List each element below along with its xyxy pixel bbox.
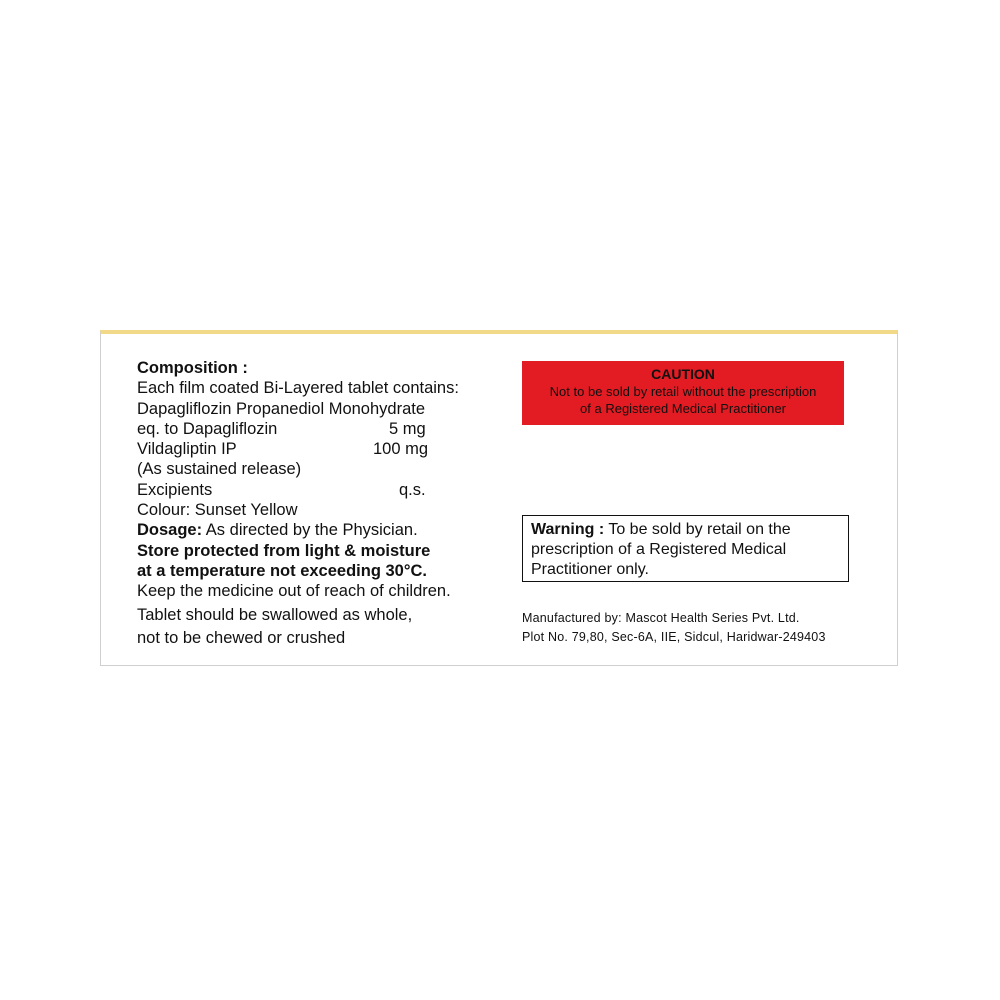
excipients-label: Excipients bbox=[137, 480, 213, 499]
caution-title: CAUTION bbox=[651, 366, 715, 382]
composition-block bbox=[137, 358, 517, 648]
ingredient-vildagliptin-row bbox=[137, 439, 517, 459]
warning-text-1: To be sold by retail on the bbox=[608, 521, 791, 538]
composition-heading: Composition : bbox=[137, 359, 248, 377]
manufacturer-line-1: Manufactured by: Mascot Health Series Pvt. Ltd. bbox=[522, 611, 800, 625]
eq-label: eq. to Dapagliflozin bbox=[137, 419, 278, 438]
dosage-text: As directed by the Physician. bbox=[205, 521, 418, 540]
excipients-row bbox=[137, 480, 517, 500]
excipients-qty: q.s. bbox=[399, 480, 426, 499]
warning-line-3: Practitioner only. bbox=[531, 561, 649, 578]
ingredient-eq-row bbox=[137, 419, 517, 439]
vildagliptin-label: Vildagliptin IP bbox=[137, 440, 237, 459]
swallow-note: Tablet should be swallowed as whole, bbox=[137, 605, 413, 624]
composition-intro: Each film coated Bi-Layered tablet contains: bbox=[137, 379, 459, 398]
warning-line-2: prescription of a Registered Medical bbox=[531, 541, 787, 558]
caution-line-1: Not to be sold by retail without the prescription bbox=[549, 384, 817, 399]
chew-note: not to be chewed or crushed bbox=[137, 628, 346, 647]
warning-label: Warning : bbox=[531, 521, 605, 538]
children-note: Keep the medicine out of reach of children. bbox=[137, 582, 451, 601]
eq-qty: 5 mg bbox=[389, 419, 426, 438]
caution-line-2: of a Registered Medical Practitioner bbox=[580, 401, 786, 416]
storage-line-2: at a temperature not exceeding 30°C. bbox=[137, 561, 427, 580]
ingredient-dapagliflozin: Dapagliflozin Propanediol Monohydrate bbox=[137, 399, 426, 418]
storage-line-1: Store protected from light & moisture bbox=[137, 541, 431, 560]
warning-line-1 bbox=[531, 520, 840, 540]
dosage-label: Dosage: bbox=[137, 521, 203, 540]
caution-box bbox=[522, 361, 844, 425]
manufacturer-line-2: Plot No. 79,80, Sec-6A, IIE, Sidcul, Haridwar-249403 bbox=[522, 630, 826, 644]
release-note: (As sustained release) bbox=[137, 460, 302, 479]
warning-box bbox=[522, 515, 849, 582]
dosage-line bbox=[137, 520, 517, 540]
manufacturer-block bbox=[522, 609, 826, 647]
vildagliptin-qty: 100 mg bbox=[373, 440, 429, 459]
label-panel bbox=[100, 330, 898, 666]
colour-line: Colour: Sunset Yellow bbox=[137, 501, 298, 520]
